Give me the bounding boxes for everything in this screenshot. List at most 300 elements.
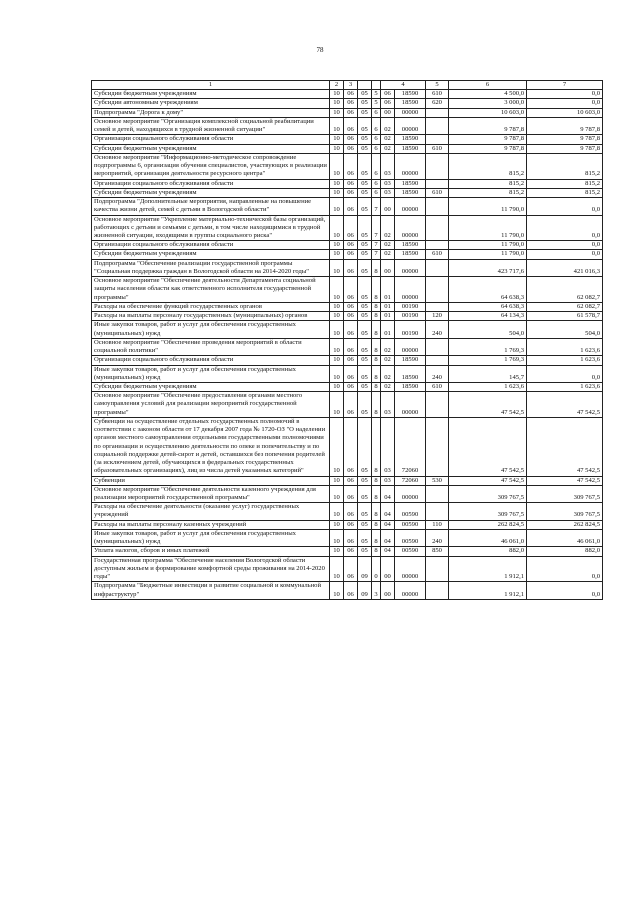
code-direction: 00190 <box>395 321 426 338</box>
amount-year-2: 0,0 <box>527 365 603 382</box>
code-section: 10 <box>330 215 344 241</box>
table-row <box>92 485 603 502</box>
table-row <box>92 108 603 117</box>
expense-type: 610 <box>426 250 449 259</box>
table-row <box>92 547 603 556</box>
expense-type <box>426 179 449 188</box>
table-body <box>92 90 603 600</box>
expense-type: 120 <box>426 312 449 321</box>
table-row <box>92 312 603 321</box>
amount-year-2: 47 542,5 <box>527 417 603 476</box>
code-subsection: 06 <box>344 135 358 144</box>
code-program: 05 <box>358 99 372 108</box>
code-section: 10 <box>330 198 344 215</box>
amount-year-1: 309 767,5 <box>449 485 527 502</box>
code-event: 02 <box>381 144 395 153</box>
table-row <box>92 356 603 365</box>
code-subprogram: 6 <box>372 108 381 117</box>
code-direction: 72060 <box>395 417 426 476</box>
code-subsection: 06 <box>344 382 358 391</box>
header-code-a <box>358 81 372 90</box>
code-subsection: 06 <box>344 241 358 250</box>
code-section: 10 <box>330 476 344 485</box>
code-subsection: 06 <box>344 90 358 99</box>
amount-year-1: 11 790,0 <box>449 250 527 259</box>
table-row <box>92 90 603 99</box>
code-subprogram: 8 <box>372 338 381 355</box>
table-row <box>92 392 603 418</box>
row-name: Субсидии бюджетным учреждениям <box>92 188 330 197</box>
expense-type <box>426 417 449 476</box>
code-direction: 00000 <box>395 117 426 134</box>
code-section: 10 <box>330 259 344 276</box>
code-direction: 00000 <box>395 582 426 599</box>
code-event: 01 <box>381 312 395 321</box>
row-name: Основное мероприятие "Обеспечение проведения мероприятий в области социальной политики" <box>92 338 330 355</box>
code-subsection: 06 <box>344 312 358 321</box>
amount-year-1: 11 790,0 <box>449 215 527 241</box>
amount-year-1: 309 767,5 <box>449 503 527 520</box>
code-program: 05 <box>358 503 372 520</box>
code-section: 10 <box>330 99 344 108</box>
amount-year-1: 262 824,5 <box>449 520 527 529</box>
amount-year-1: 504,0 <box>449 321 527 338</box>
amount-year-2: 9 787,8 <box>527 144 603 153</box>
code-direction: 18590 <box>395 99 426 108</box>
page-number: 78 <box>316 46 324 54</box>
code-section: 10 <box>330 365 344 382</box>
code-subsection: 06 <box>344 108 358 117</box>
code-direction: 00190 <box>395 302 426 311</box>
expense-type <box>426 135 449 144</box>
expense-type <box>426 277 449 303</box>
code-program: 05 <box>358 356 372 365</box>
amount-year-2: 0,0 <box>527 556 603 582</box>
code-subprogram: 5 <box>372 90 381 99</box>
code-program: 05 <box>358 476 372 485</box>
code-program: 05 <box>358 259 372 276</box>
table-row <box>92 476 603 485</box>
row-name: Субсидии бюджетным учреждениям <box>92 382 330 391</box>
row-name: Основное мероприятие "Организация комплексной социальной реабилитации семей и детей, находящихся в трудной жизненной ситуации" <box>92 117 330 134</box>
row-name: Субсидии автономным учреждениям <box>92 99 330 108</box>
amount-year-1: 1 769,3 <box>449 338 527 355</box>
code-subprogram: 6 <box>372 117 381 134</box>
code-direction: 18590 <box>395 241 426 250</box>
code-event: 06 <box>381 90 395 99</box>
code-program: 05 <box>358 485 372 502</box>
code-subsection: 06 <box>344 417 358 476</box>
code-section: 10 <box>330 338 344 355</box>
code-section: 10 <box>330 277 344 303</box>
code-subsection: 06 <box>344 198 358 215</box>
amount-year-2: 504,0 <box>527 321 603 338</box>
code-subsection: 06 <box>344 153 358 179</box>
code-event: 03 <box>381 153 395 179</box>
code-event: 03 <box>381 392 395 418</box>
code-subsection: 06 <box>344 321 358 338</box>
row-name: Субсидии бюджетным учреждениям <box>92 144 330 153</box>
row-name: Организации социального обслуживания области <box>92 356 330 365</box>
code-section: 10 <box>330 312 344 321</box>
table-row <box>92 188 603 197</box>
expense-type: 610 <box>426 90 449 99</box>
code-direction: 00590 <box>395 503 426 520</box>
code-subsection: 06 <box>344 503 358 520</box>
code-program: 05 <box>358 529 372 546</box>
code-subprogram: 7 <box>372 241 381 250</box>
code-section: 10 <box>330 144 344 153</box>
code-program: 05 <box>358 241 372 250</box>
code-event: 01 <box>381 302 395 311</box>
code-subsection: 06 <box>344 259 358 276</box>
code-event: 02 <box>381 117 395 134</box>
code-event: 00 <box>381 582 395 599</box>
code-program: 05 <box>358 135 372 144</box>
amount-year-2: 1 623,6 <box>527 338 603 355</box>
row-name: Субсидии бюджетным учреждениям <box>92 90 330 99</box>
code-event: 02 <box>381 215 395 241</box>
code-direction: 00000 <box>395 485 426 502</box>
code-subprogram: 8 <box>372 312 381 321</box>
expense-type: 530 <box>426 476 449 485</box>
table-row <box>92 503 603 520</box>
table-row <box>92 179 603 188</box>
code-subprogram: 8 <box>372 302 381 311</box>
code-direction: 00590 <box>395 529 426 546</box>
expense-type <box>426 259 449 276</box>
code-subprogram: 8 <box>372 356 381 365</box>
code-subprogram: 6 <box>372 144 381 153</box>
code-section: 10 <box>330 108 344 117</box>
code-event: 00 <box>381 108 395 117</box>
row-name: Субвенции на осуществление отдельных государственных полномочий в соответствии с законом области от 17 декабря 2007 года № 1720-ОЗ "О наделении органов местного самоуправления отдельными государственными полномочиями по организации и осуществлению деятельности по опеке и попечительству и по социальной поддержке детей-сирот и детей, оставшихся без попечения родителей (за исключением детей, обучающихся в федеральных государственных образовательных организациях), лиц из числа детей указанных категорий" <box>92 417 330 476</box>
budget-table <box>91 80 603 600</box>
code-subprogram: 6 <box>372 153 381 179</box>
code-section: 10 <box>330 556 344 582</box>
code-subsection: 06 <box>344 179 358 188</box>
code-subprogram: 8 <box>372 365 381 382</box>
code-subprogram: 8 <box>372 417 381 476</box>
code-event: 06 <box>381 99 395 108</box>
code-program: 05 <box>358 365 372 382</box>
code-section: 10 <box>330 179 344 188</box>
amount-year-1: 815,2 <box>449 153 527 179</box>
code-section: 10 <box>330 241 344 250</box>
amount-year-1: 1 912,1 <box>449 582 527 599</box>
expense-type: 240 <box>426 365 449 382</box>
code-section: 10 <box>330 135 344 144</box>
amount-year-2: 0,0 <box>527 198 603 215</box>
code-section: 10 <box>330 503 344 520</box>
code-direction: 18590 <box>395 356 426 365</box>
code-subprogram: 0 <box>372 556 381 582</box>
code-subprogram: 8 <box>372 485 381 502</box>
expense-type <box>426 198 449 215</box>
header-expense-type: 5 <box>426 81 449 90</box>
code-section: 10 <box>330 302 344 311</box>
code-program: 05 <box>358 382 372 391</box>
code-direction: 00590 <box>395 547 426 556</box>
code-subprogram: 8 <box>372 382 381 391</box>
amount-year-2: 309 767,5 <box>527 485 603 502</box>
code-program: 05 <box>358 250 372 259</box>
code-event: 00 <box>381 198 395 215</box>
header-subsection: 3 <box>344 81 358 90</box>
row-name: Иные закупки товаров, работ и услуг для обеспечения государственных (муниципальных) нужд <box>92 529 330 546</box>
row-name: Расходы на выплаты персоналу государственных (муниципальных) органов <box>92 312 330 321</box>
code-direction: 18590 <box>395 365 426 382</box>
amount-year-2: 10 603,0 <box>527 108 603 117</box>
amount-year-2: 0,0 <box>527 99 603 108</box>
code-subprogram: 8 <box>372 529 381 546</box>
table-row <box>92 215 603 241</box>
code-program: 05 <box>358 188 372 197</box>
code-subprogram: 8 <box>372 503 381 520</box>
code-section: 10 <box>330 582 344 599</box>
code-subprogram: 8 <box>372 277 381 303</box>
code-direction: 18590 <box>395 382 426 391</box>
header-name: 1 <box>92 81 330 90</box>
code-event: 02 <box>381 356 395 365</box>
code-subprogram: 3 <box>372 582 381 599</box>
amount-year-1: 9 787,8 <box>449 144 527 153</box>
expense-type <box>426 556 449 582</box>
amount-year-1: 423 717,6 <box>449 259 527 276</box>
code-event: 04 <box>381 503 395 520</box>
code-section: 10 <box>330 529 344 546</box>
code-subprogram: 8 <box>372 476 381 485</box>
table-row <box>92 153 603 179</box>
amount-year-1: 47 542,5 <box>449 392 527 418</box>
table-row <box>92 382 603 391</box>
amount-year-2: 47 542,5 <box>527 476 603 485</box>
amount-year-2: 0,0 <box>527 90 603 99</box>
row-name: Государственная программа "Обеспечение населения Вологодской области доступным жильем и формирование комфортной среды проживания на 2014-2020 годы" <box>92 556 330 582</box>
code-direction: 00000 <box>395 392 426 418</box>
amount-year-1: 815,2 <box>449 188 527 197</box>
row-name: Подпрограмма "Дополнительные мероприятия, направленные на повышение качества жизни детей, семей с детьми в Вологодской области" <box>92 198 330 215</box>
code-section: 10 <box>330 188 344 197</box>
code-subsection: 06 <box>344 365 358 382</box>
code-event: 03 <box>381 188 395 197</box>
amount-year-2: 62 082,7 <box>527 302 603 311</box>
row-name: Расходы на обеспечение функций государственных органов <box>92 302 330 311</box>
code-event: 01 <box>381 321 395 338</box>
code-subsection: 06 <box>344 529 358 546</box>
amount-year-2: 815,2 <box>527 179 603 188</box>
code-direction: 18590 <box>395 144 426 153</box>
code-event: 04 <box>381 547 395 556</box>
row-name: Подпрограмма "Дорога к дому" <box>92 108 330 117</box>
code-direction: 18590 <box>395 250 426 259</box>
expense-type: 110 <box>426 520 449 529</box>
code-section: 10 <box>330 117 344 134</box>
amount-year-2: 1 623,6 <box>527 356 603 365</box>
expense-type <box>426 582 449 599</box>
code-direction: 00000 <box>395 277 426 303</box>
code-program: 05 <box>358 338 372 355</box>
row-name: Подпрограмма "Бюджетные инвестиции в развитие социальной и коммунальной инфраструктур" <box>92 582 330 599</box>
code-program: 05 <box>358 198 372 215</box>
amount-year-1: 145,7 <box>449 365 527 382</box>
row-name: Расходы на обеспечение деятельности (оказание услуг) государственных учреждений <box>92 503 330 520</box>
expense-type <box>426 241 449 250</box>
code-subsection: 06 <box>344 277 358 303</box>
table-row <box>92 520 603 529</box>
amount-year-1: 64 134,3 <box>449 312 527 321</box>
row-name: Иные закупки товаров, работ и услуг для обеспечения государственных (муниципальных) нужд <box>92 321 330 338</box>
code-section: 10 <box>330 321 344 338</box>
code-program: 05 <box>358 117 372 134</box>
code-subsection: 06 <box>344 99 358 108</box>
code-subprogram: 7 <box>372 198 381 215</box>
code-subsection: 06 <box>344 250 358 259</box>
header-code-b <box>372 81 381 90</box>
code-program: 09 <box>358 556 372 582</box>
amount-year-1: 1 912,1 <box>449 556 527 582</box>
code-program: 05 <box>358 90 372 99</box>
expense-type: 240 <box>426 529 449 546</box>
table-row <box>92 302 603 311</box>
code-program: 05 <box>358 179 372 188</box>
row-name: Подпрограмма "Обеспечение реализации государственной программы "Социальная поддержка граждан в Вологодской области на 2014-2020 годы" <box>92 259 330 276</box>
code-section: 10 <box>330 520 344 529</box>
table-row <box>92 117 603 134</box>
expense-type: 610 <box>426 382 449 391</box>
code-subsection: 06 <box>344 302 358 311</box>
table-row <box>92 241 603 250</box>
amount-year-2: 421 016,3 <box>527 259 603 276</box>
amount-year-2: 46 061,0 <box>527 529 603 546</box>
amount-year-1: 4 500,0 <box>449 90 527 99</box>
code-event: 02 <box>381 338 395 355</box>
table-row <box>92 277 603 303</box>
amount-year-2: 309 767,5 <box>527 503 603 520</box>
code-event: 04 <box>381 529 395 546</box>
code-subprogram: 8 <box>372 259 381 276</box>
code-subprogram: 8 <box>372 547 381 556</box>
row-name: Основное мероприятие "Обеспечение деятельности казенного учреждения для реализации мероприятий государственной программы" <box>92 485 330 502</box>
row-name: Иные закупки товаров, работ и услуг для обеспечения государственных (муниципальных) нужд <box>92 365 330 382</box>
code-subprogram: 6 <box>372 188 381 197</box>
amount-year-1: 815,2 <box>449 179 527 188</box>
table-row <box>92 99 603 108</box>
row-name: Субвенции <box>92 476 330 485</box>
expense-type: 610 <box>426 188 449 197</box>
table-row <box>92 198 603 215</box>
code-program: 09 <box>358 582 372 599</box>
expense-type: 850 <box>426 547 449 556</box>
amount-year-1: 47 542,5 <box>449 476 527 485</box>
code-section: 10 <box>330 485 344 502</box>
code-event: 04 <box>381 520 395 529</box>
code-program: 05 <box>358 321 372 338</box>
code-direction: 18590 <box>395 188 426 197</box>
table-row <box>92 135 603 144</box>
code-subprogram: 8 <box>372 321 381 338</box>
code-subprogram: 6 <box>372 135 381 144</box>
amount-year-1: 9 787,8 <box>449 135 527 144</box>
expense-type <box>426 108 449 117</box>
amount-year-2: 47 542,5 <box>527 392 603 418</box>
header-year-1: 6 <box>449 81 527 90</box>
expense-type: 240 <box>426 321 449 338</box>
row-name: Субсидии бюджетным учреждениям <box>92 250 330 259</box>
code-direction: 00000 <box>395 338 426 355</box>
amount-year-2: 815,2 <box>527 188 603 197</box>
amount-year-2: 62 082,7 <box>527 277 603 303</box>
code-subsection: 06 <box>344 188 358 197</box>
row-name: Расходы на выплаты персоналу казенных учреждений <box>92 520 330 529</box>
amount-year-1: 882,0 <box>449 547 527 556</box>
code-subsection: 06 <box>344 215 358 241</box>
code-direction: 00000 <box>395 259 426 276</box>
row-name: Основное мероприятие "Укрепление материально-технической базы организаций, работающих с детьми и семьями с детьми, в том числе находящимися в трудной жизненной ситуации, входящими в группы социального риска" <box>92 215 330 241</box>
amount-year-1: 46 061,0 <box>449 529 527 546</box>
expense-type <box>426 215 449 241</box>
header-section: 2 <box>330 81 344 90</box>
code-program: 05 <box>358 417 372 476</box>
amount-year-2: 61 578,7 <box>527 312 603 321</box>
amount-year-1: 11 790,0 <box>449 241 527 250</box>
amount-year-2: 9 787,8 <box>527 117 603 134</box>
code-direction: 72060 <box>395 476 426 485</box>
expense-type: 620 <box>426 99 449 108</box>
code-event: 02 <box>381 135 395 144</box>
amount-year-2: 9 787,8 <box>527 135 603 144</box>
code-subsection: 06 <box>344 338 358 355</box>
code-subsection: 06 <box>344 547 358 556</box>
table-row <box>92 250 603 259</box>
code-section: 10 <box>330 356 344 365</box>
code-subsection: 06 <box>344 476 358 485</box>
code-program: 05 <box>358 215 372 241</box>
code-event: 03 <box>381 476 395 485</box>
code-program: 05 <box>358 144 372 153</box>
amount-year-1: 64 638,3 <box>449 302 527 311</box>
code-section: 10 <box>330 547 344 556</box>
table-row <box>92 365 603 382</box>
code-program: 05 <box>358 392 372 418</box>
amount-year-1: 11 790,0 <box>449 198 527 215</box>
amount-year-2: 0,0 <box>527 215 603 241</box>
row-name: Организации социального обслуживания области <box>92 179 330 188</box>
code-program: 05 <box>358 153 372 179</box>
code-subprogram: 6 <box>372 179 381 188</box>
amount-year-1: 1 769,3 <box>449 356 527 365</box>
amount-year-2: 0,0 <box>527 241 603 250</box>
code-direction: 00000 <box>395 556 426 582</box>
code-event: 03 <box>381 179 395 188</box>
code-program: 05 <box>358 520 372 529</box>
table-row <box>92 529 603 546</box>
amount-year-1: 1 623,6 <box>449 382 527 391</box>
code-direction: 00190 <box>395 312 426 321</box>
code-event: 00 <box>381 259 395 276</box>
row-name: Организации социального обслуживания области <box>92 241 330 250</box>
expense-type: 610 <box>426 144 449 153</box>
amount-year-2: 0,0 <box>527 250 603 259</box>
amount-year-2: 262 824,5 <box>527 520 603 529</box>
table-row <box>92 417 603 476</box>
code-subprogram: 8 <box>372 520 381 529</box>
code-section: 10 <box>330 392 344 418</box>
row-name: Организации социального обслуживания области <box>92 135 330 144</box>
code-event: 02 <box>381 241 395 250</box>
expense-type <box>426 338 449 355</box>
amount-year-2: 0,0 <box>527 582 603 599</box>
